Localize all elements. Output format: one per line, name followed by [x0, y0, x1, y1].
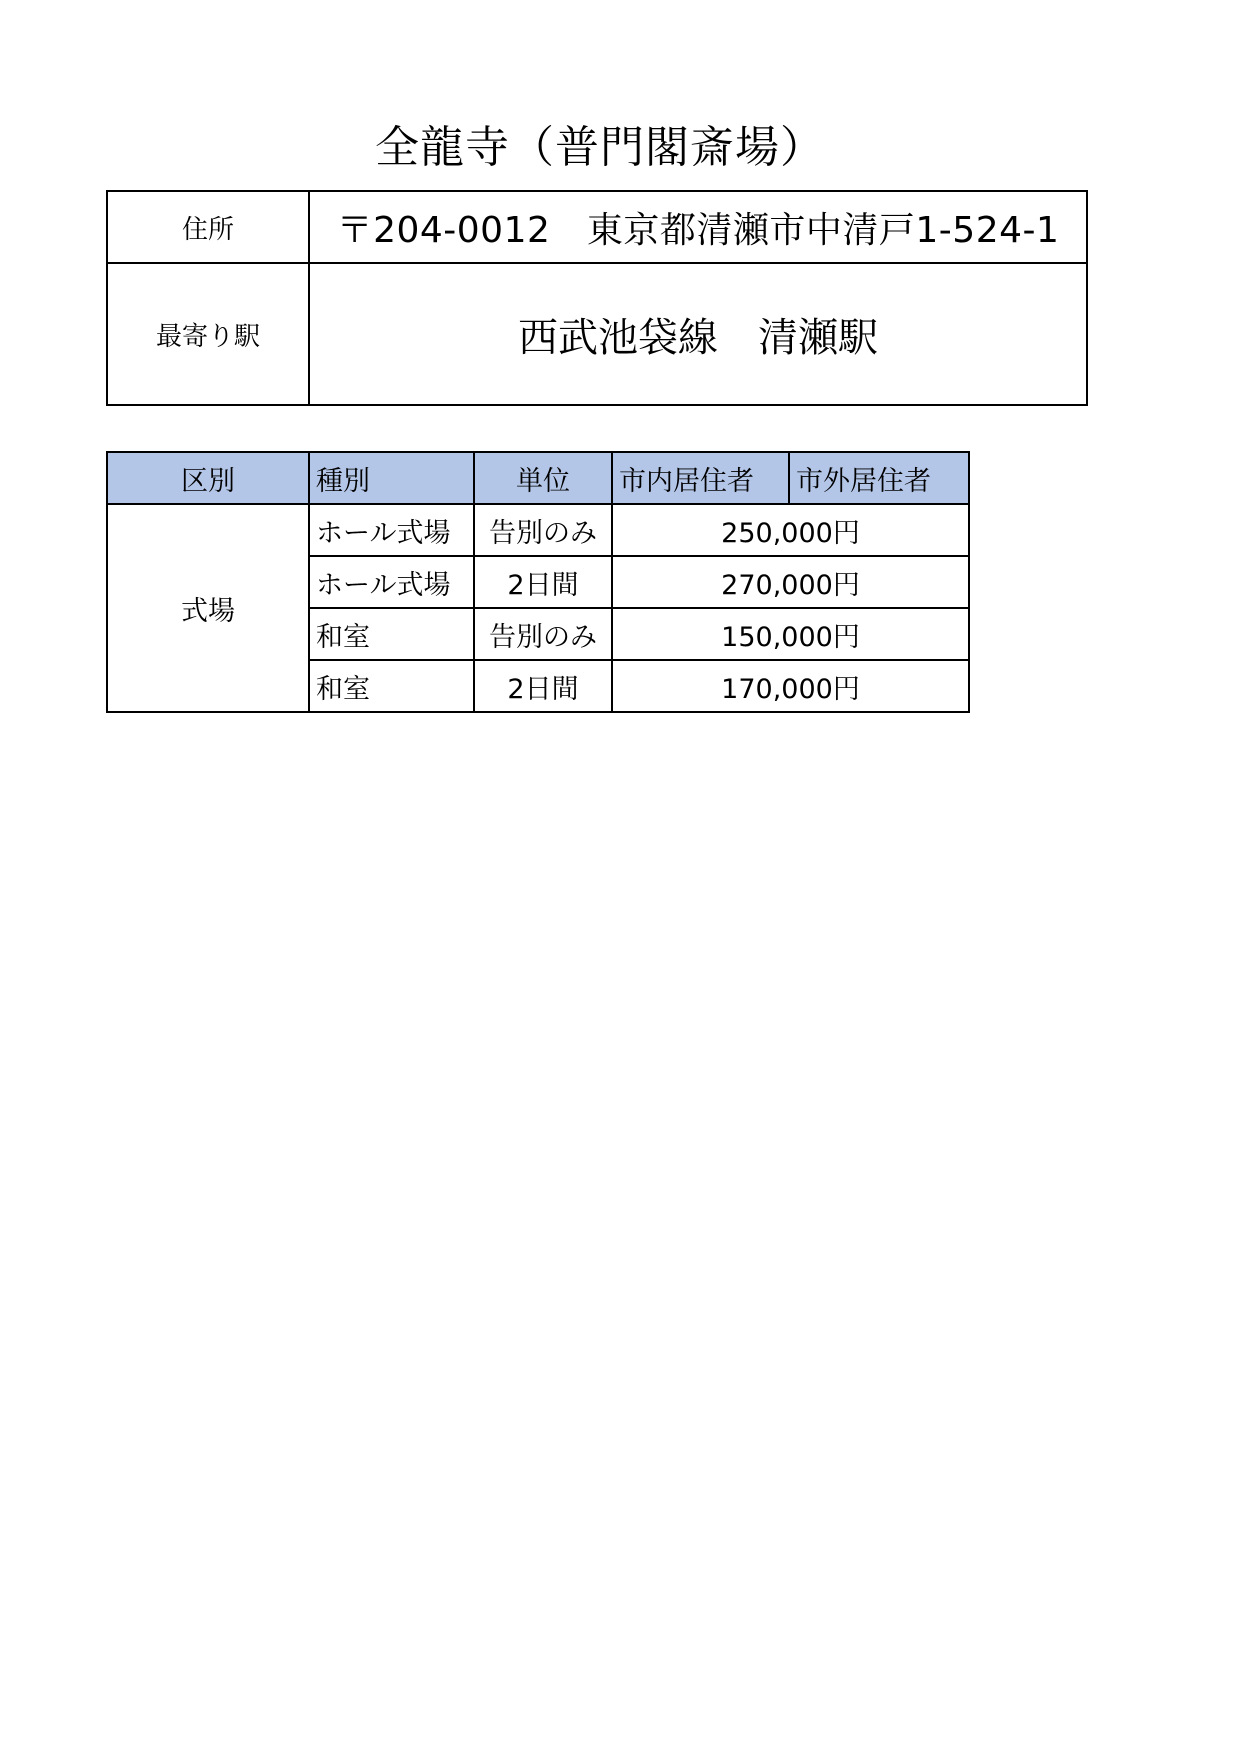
unit-cell: 2日間	[474, 660, 612, 712]
price-cell: 150,000円	[612, 608, 969, 660]
table-row	[107, 504, 969, 556]
price-cell: 270,000円	[612, 556, 969, 608]
price-table-header	[107, 452, 969, 504]
header-type: 種別	[309, 452, 474, 504]
price-cell: 250,000円	[612, 504, 969, 556]
type-cell: 和室	[309, 660, 474, 712]
address-value: 〒204-0012 東京都清瀬市中清戸1-524-1	[309, 191, 1087, 263]
header-resident: 市内居住者	[612, 452, 789, 504]
category-cell: 式場	[107, 504, 309, 712]
station-label: 最寄り駅	[107, 263, 309, 405]
unit-cell: 告別のみ	[474, 608, 612, 660]
address-row	[107, 191, 1087, 263]
header-unit: 単位	[474, 452, 612, 504]
unit-cell: 2日間	[474, 556, 612, 608]
type-cell: 和室	[309, 608, 474, 660]
unit-cell: 告別のみ	[474, 504, 612, 556]
page-title: 全龍寺（普門閣斎場）	[375, 122, 825, 173]
type-cell: ホール式場	[309, 504, 474, 556]
address-label: 住所	[107, 191, 309, 263]
price-cell: 170,000円	[612, 660, 969, 712]
header-category: 区別	[107, 452, 309, 504]
type-cell: ホール式場	[309, 556, 474, 608]
price-table	[106, 451, 970, 713]
station-value: 西武池袋線 清瀬駅	[309, 263, 1087, 405]
station-row	[107, 263, 1087, 405]
info-table	[106, 190, 1088, 406]
header-non-resident: 市外居住者	[789, 452, 969, 504]
